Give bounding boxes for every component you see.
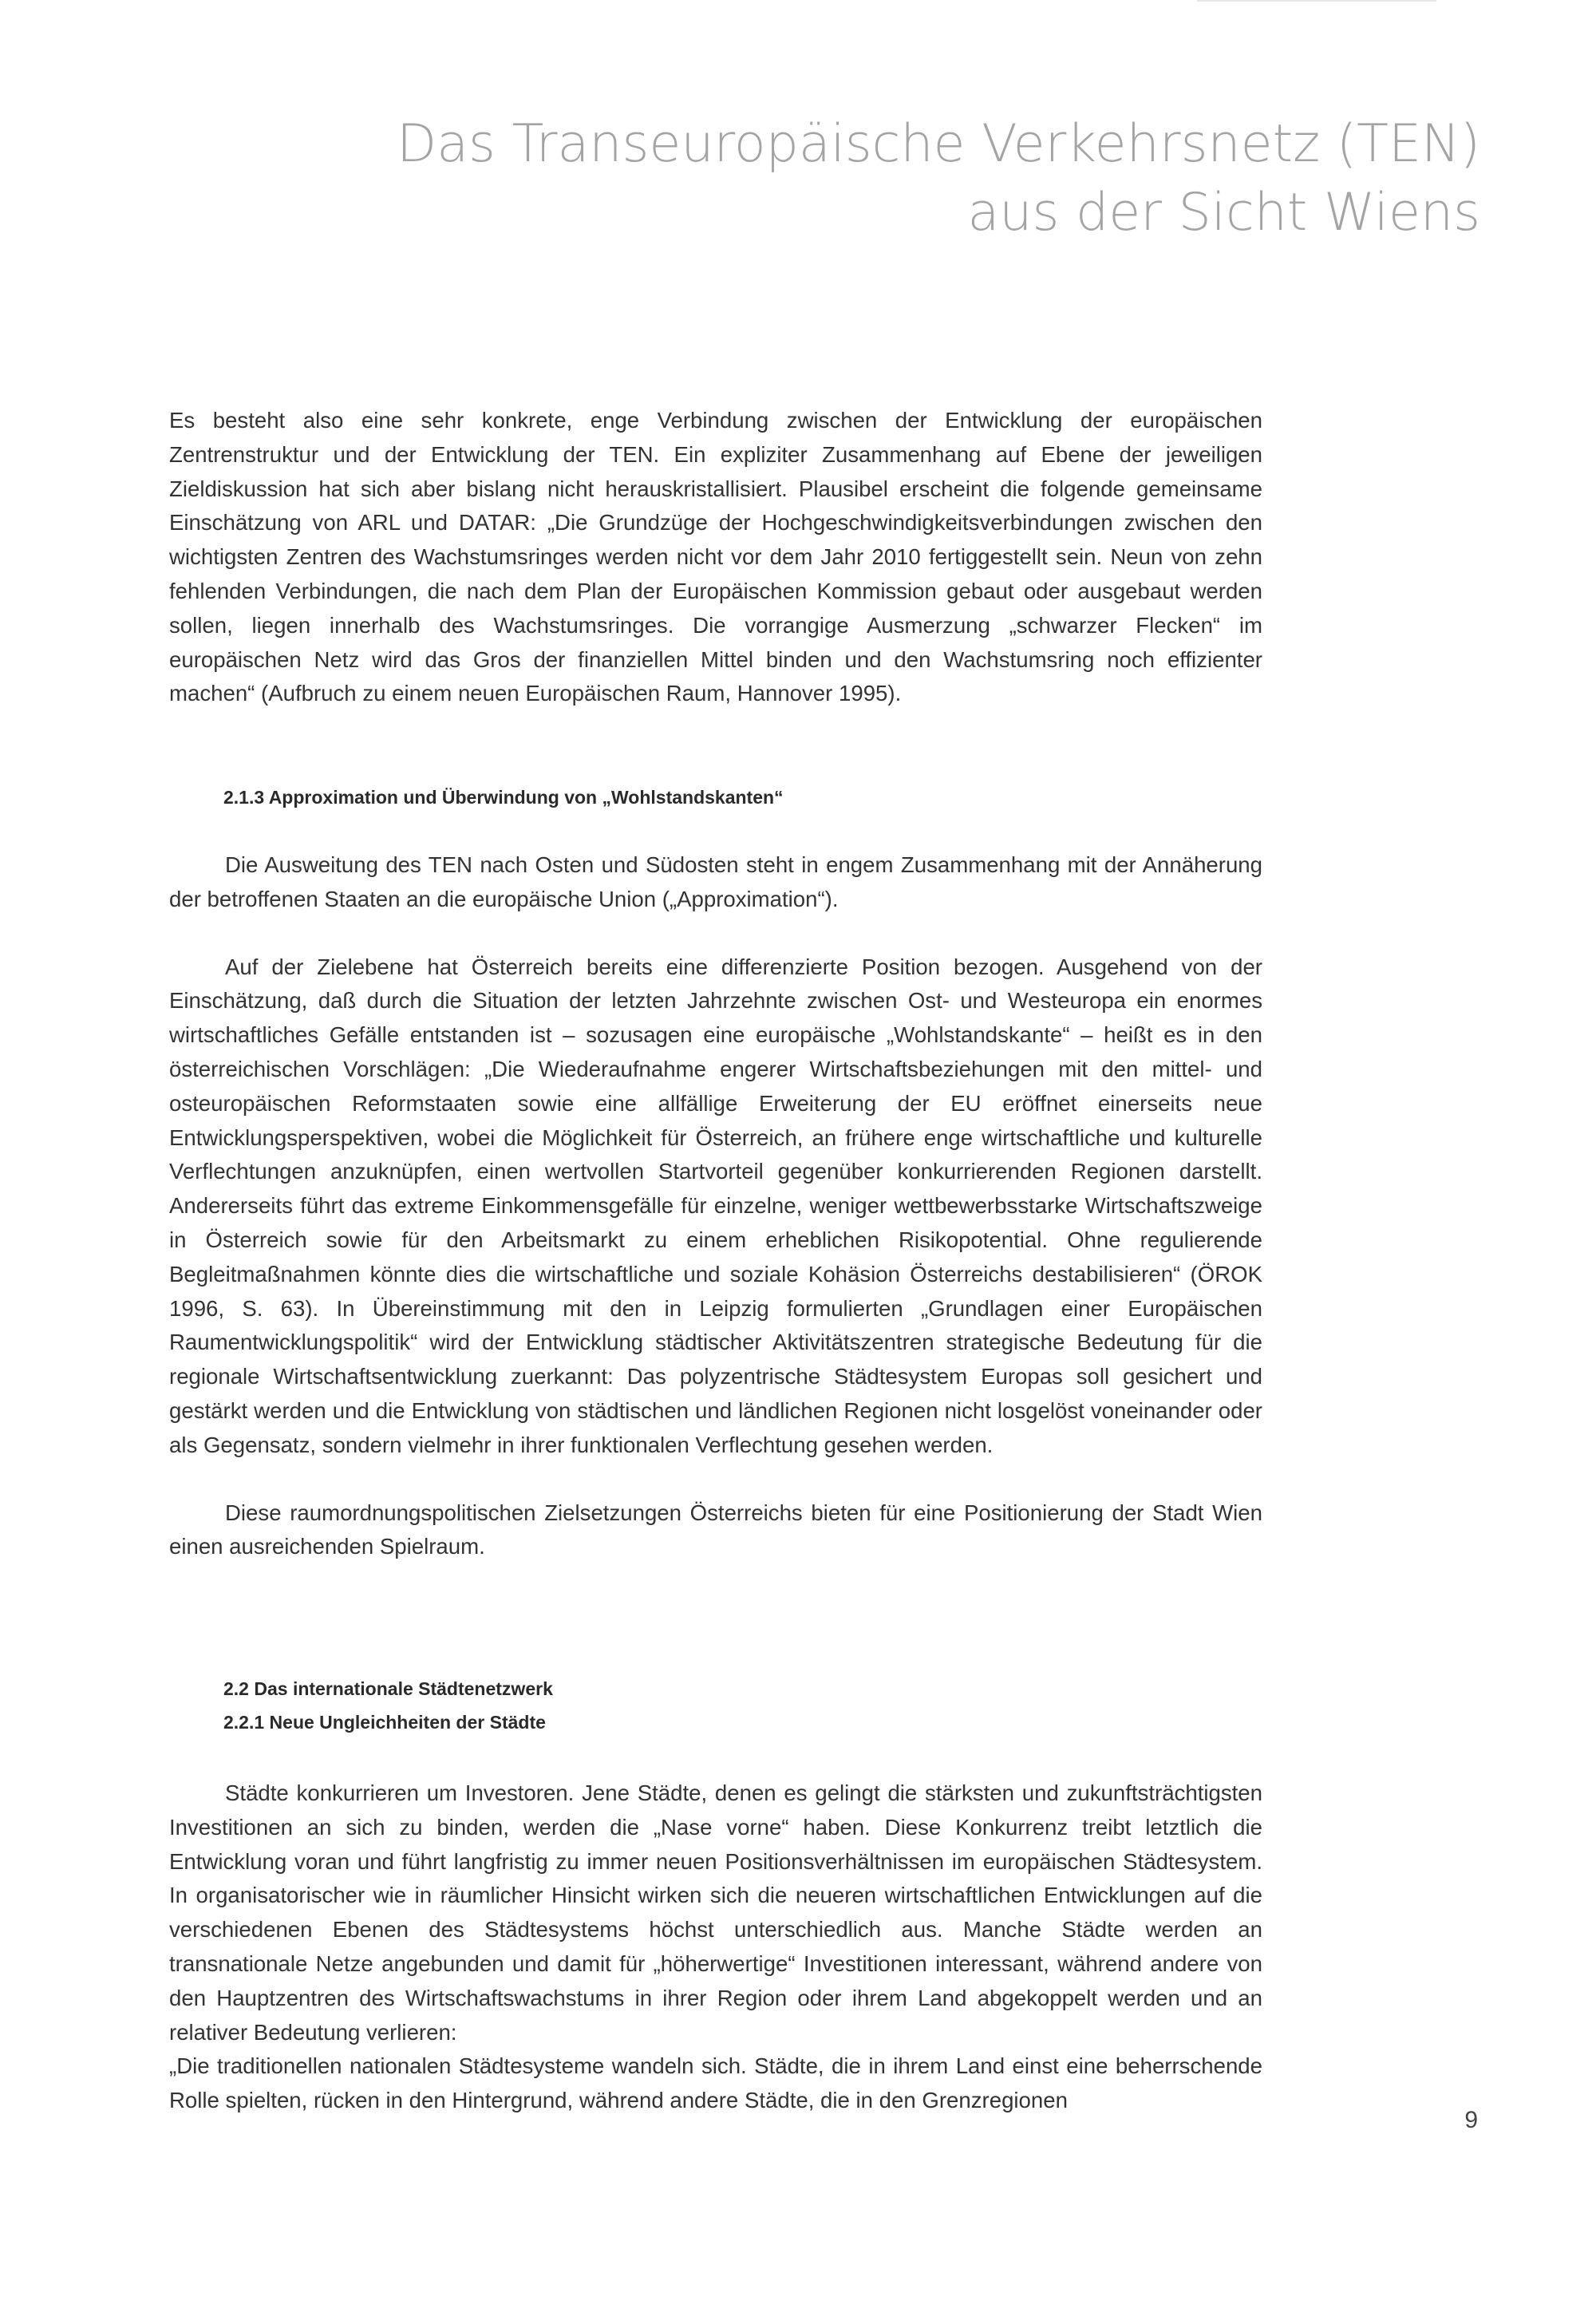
page-title-line-2: aus der Sicht Wiens (967, 183, 1480, 243)
page-number: 9 (1464, 2107, 1478, 2133)
approximation-section (169, 848, 1262, 1564)
paragraph-approximation-1: Die Ausweitung des TEN nach Osten und Südosten steht in engem Zusammenhang mit der Annäherung der betroffenen Staaten an die europäische Union („Approximation“). (169, 852, 1262, 911)
paragraph-approximation-2: Auf der Zielebene hat Österreich bereits eine differenzierte Position bezogen. Ausgehend von der Einschätzung, daß durch die Situation der letzten Jahrzehnte zwischen Ost- und Westeuropa ein enormes wirtschaftliches Gefälle entstanden ist – sozusagen eine europäische „Wohlstandskante“ – heißt es in den österreichischen Vorschlägen: „Die Wiederaufnahme engerer Wirtschaftsbeziehungen mit den mittel- und osteuropäischen Reformstaaten sowie eine allfällige Erweiterung der EU eröffnet einerseits neue Entwicklungsperspektiven, wobei die Möglichkeit für Österreich, an frühere enge wirtschaftliche und kulturelle Verflechtungen anzuknüpfen, einen wertvollen Startvorteil gegenüber konkurrierenden Regionen darstellt. Andererseits führt das extreme Einkommensgefälle für einzelne, weniger wettbewerbsstarke Wirtschaftszweige in Österreich sowie für den Arbeitsmarkt zu einem erheblichen Risikopotential. Ohne regulierende Begleitmaßnahmen könnte dies die wirtschaftliche und soziale Kohäsion Österreichs destabilisieren“ (ÖROK 1996, S. 63). In Übereinstimmung mit den in Leipzig formulierten „Grundlagen einer Europäischen Raumentwicklungspolitik“ wird der Entwicklung städtischer Aktivitätszentren strategische Bedeutung für die regionale Wirtschaftsentwicklung zuerkannt: Das polyzentrische Städtesystem Europas soll gesichert und gestärkt werden und die Entwicklung von städtischen und ländlichen Regionen nicht losgelöst voneinander oder als Gegensatz, sondern vielmehr in ihrer funktionalen Verflechtung gesehen werden. (169, 954, 1262, 1457)
intro-section (169, 404, 1262, 711)
heading-2-2: 2.2 Das internationale Städtenetzwerk (223, 1678, 553, 1699)
cities-section (169, 1776, 1262, 2118)
scan-edge-line (1197, 0, 1436, 2)
paragraph-approximation-3: Diese raumordnungspolitischen Zielsetzungen Österreichs bieten für eine Positionierung der Stadt Wien einen ausreichenden Spielraum. (169, 1500, 1262, 1559)
page-title (397, 110, 1480, 247)
heading-2-2-1: 2.2.1 Neue Ungleichheiten der Städte (223, 1712, 546, 1733)
paragraph-cities-1: Städte konkurrieren um Investoren. Jene Städte, denen es gelingt die stärksten und zukunftsträchtigsten Investitionen an sich zu binden, werden die „Nase vorne“ haben. Diese Konkurrenz treibt letztlich die Entwicklung voran und führt langfristig zu immer neuen Positionsverhältnissen im europäischen Städtesystem. In organisatorischer wie in räumlicher Hinsicht wirken sich die neueren wirtschaftlichen Entwicklungen auf die verschiedenen Ebenen des Städtesystems höchst unterschiedlich aus. Manche Städte werden an transnationale Netze angebunden und damit für „höherwertige“ Investitionen interessant, während andere von den Hauptzentren des Wirtschaftswachstums in ihrer Region oder ihrem Land abgekoppelt werden und an relativer Bedeutung verlieren: (169, 1780, 1262, 2045)
heading-2-1-3: 2.1.3 Approximation und Überwindung von „Wohlstandskanten“ (223, 787, 784, 808)
paragraph-intro: Es besteht also eine sehr konkrete, enge Verbindung zwischen der Entwicklung der europäischen Zentrenstruktur und der Entwicklung der TEN. Ein expliziter Zusammenhang auf Ebene der jeweiligen Zieldiskussion hat sich aber bislang nicht herauskristallisiert. Plausibel erscheint die folgende gemeinsame Einschätzung von ARL und DATAR: „Die Grundzüge der Hochgeschwindigkeitsverbindungen zwischen den wichtigsten Zentren des Wachstumsringes werden nicht vor dem Jahr 2010 fertiggestellt sein. Neun von zehn fehlenden Verbindungen, die nach dem Plan der Europäischen Kommission gebaut oder ausgebaut werden sollen, liegen innerhalb des Wachstumsringes. Die vorrangige Ausmerzung „schwarzer Flecken“ im europäischen Netz wird das Gros der finanziellen Mittel binden und den Wachstumsring noch effizienter machen“ (Aufbruch zu einem neuen Europäischen Raum, Hannover 1995). (169, 408, 1262, 706)
paragraph-cities-quote: „Die traditionellen nationalen Städtesysteme wandeln sich. Städte, die in ihrem Land einst eine beherrschende Rolle spielten, rücken in den Hintergrund, während andere Städte, die in den Grenzregionen (169, 2053, 1262, 2113)
page-title-line-1: Das Transeuropäische Verkehrsnetz (TEN) (397, 114, 1480, 174)
